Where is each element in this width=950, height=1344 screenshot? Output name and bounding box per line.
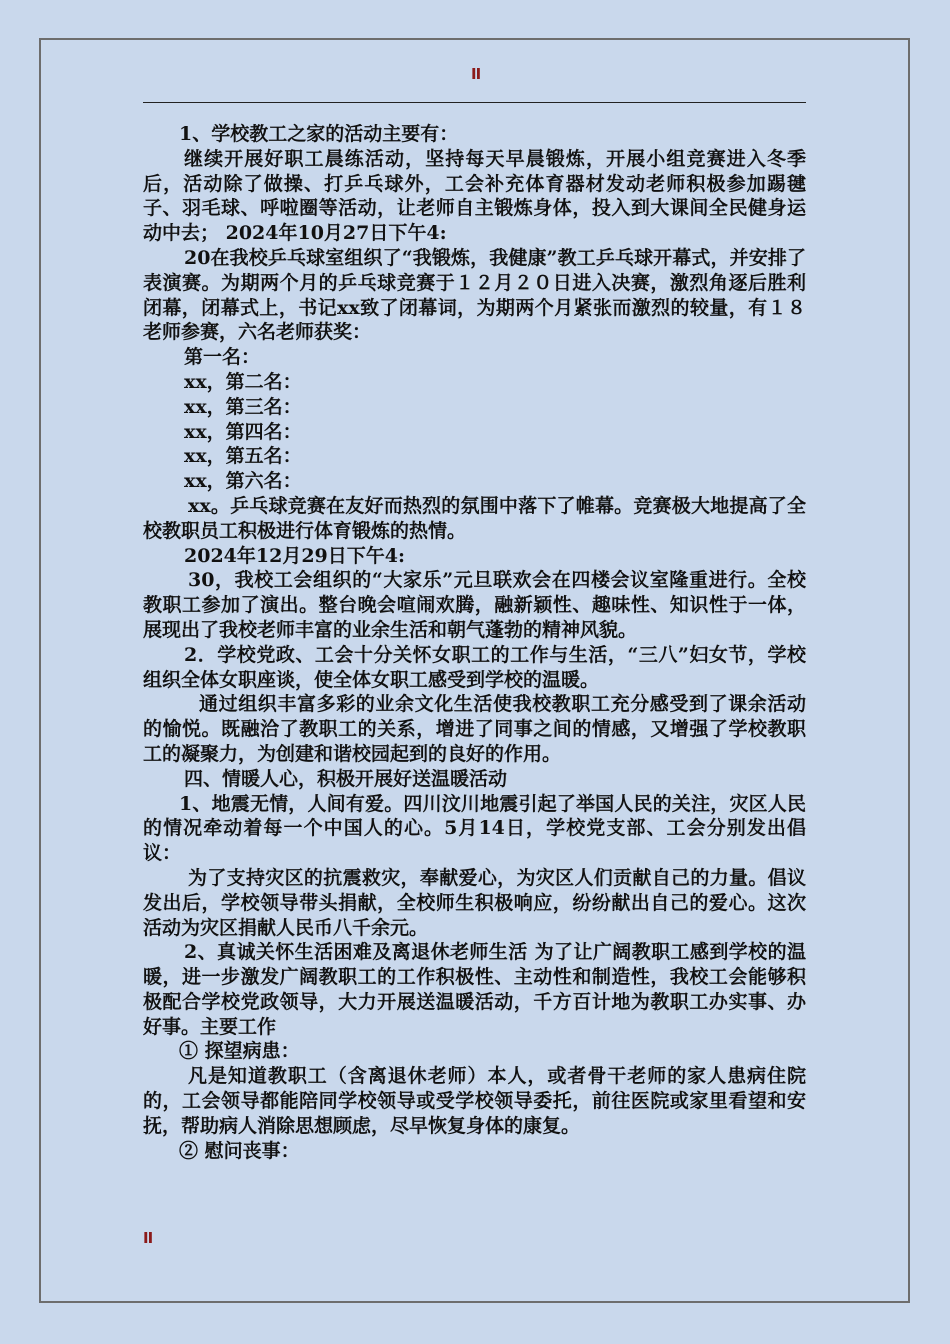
footer-mark: II <box>143 1229 153 1247</box>
paragraph: xx，第五名： <box>184 445 302 468</box>
paragraph: 2024年12月29日下午4: <box>184 544 405 567</box>
document-body <box>143 122 806 1163</box>
paragraph: xx，第四名： <box>184 420 302 443</box>
paragraph: xx。乒乓球竞赛在友好而热烈的氛围中落下了帷幕。竞赛极大地提高了全校教职员工积极进行体育锻炼的热情。 <box>143 494 806 542</box>
paragraph: 凡是知道教职工（含离退休老师）本人，或者骨干老师的家人患病住院的，工会领导都能陪同学校领导或受学校领导委托，前往医院或家里看望和安抚，帮助病人消除思想顾虑，尽早恢复身体的康复。 <box>143 1065 806 1137</box>
paragraph: 1、学校教工之家的活动主要有： <box>179 123 459 145</box>
paragraph: xx，第三名： <box>184 395 302 418</box>
paragraph: 1、地震无情，人间有爱。四川汶川地震引起了举国人民的关注，灾区人民的情况牵动着每一个中国人的心。5月14日，学校党支部、工会分别发出倡议： <box>143 792 806 865</box>
paragraph: 2、真诚关怀生活困难及离退休老师生活 为了让广阔教职工感到学校的温暖，进一步激发广阔教职工的工作积极性、主动性和制造性，我校工会能够积极配合学校党政领导，大力开展送温暖活动，千方百计地为教职工办实事、办好事。主要工作 <box>143 941 806 1038</box>
paragraph: 30，我校工会组织的“大家乐”元旦联欢会在四楼会议室隆重进行。全校教职工参加了演出。整台晚会喧闹欢腾，融新颖性、趣味性、知识性于一体，展现出了我校老师丰富的业余生活和朝气蓬勃的精神风貌。 <box>143 569 806 641</box>
paragraph: ① 探望病患： <box>179 1040 300 1063</box>
paragraph: 通过组织丰富多彩的业余文化生活使我校教职工充分感受到了课余活动的愉悦。既融洽了教职工的关系，增进了同事之间的情感，又增强了学校教职工的凝聚力，为创建和谐校园起到的良好的作用。 <box>143 693 806 765</box>
header-mark: II <box>471 65 481 83</box>
paragraph: 20在我校乒乓球室组织了“我锻炼，我健康”教工乒乓球开幕式，并安排了表演赛。为期两个月的乒乓球竞赛于１２月２０日进入决赛，激烈角逐后胜利闭幕，闭幕式上，书记xx致了闭幕词，为期两个月紧张而激烈的较量，有１８老师参赛，六名老师获奖： <box>143 246 806 344</box>
paragraph: 2．学校党政、工会十分关怀女职工的工作与生活，“三八”妇女节，学校组织全体女职座谈，使全体女职工感受到学校的温暖。 <box>143 643 806 691</box>
paragraph: ② 慰问丧事： <box>179 1139 300 1162</box>
header-rule <box>143 102 806 103</box>
paragraph: xx，第六名： <box>184 470 302 493</box>
paragraph: 四、情暖人心，积极开展好送温暖活动 <box>184 767 508 790</box>
paragraph: 为了支持灾区的抗震救灾，奉献爱心，为灾区人们贡献自己的力量。倡议发出后，学校领导带头捐献，全校师生积极响应，纷纷献出自己的爱心。这次活动为灾区捐献人民币八千余元。 <box>143 866 806 939</box>
paragraph: 继续开展好职工晨练活动，坚持每天早晨锻炼，开展小组竞赛进入冬季后，活动除了做操、打乒乓球外，工会补充体育器材发动老师积极参加踢毽子、羽毛球、呼啦圈等活动，让老师自主锻炼身体，投入到大课间全民健身运动中去； 2024年10月27日下午4: <box>143 147 806 245</box>
paragraph: 第一名： <box>184 346 261 369</box>
paragraph: xx，第二名： <box>184 370 302 393</box>
